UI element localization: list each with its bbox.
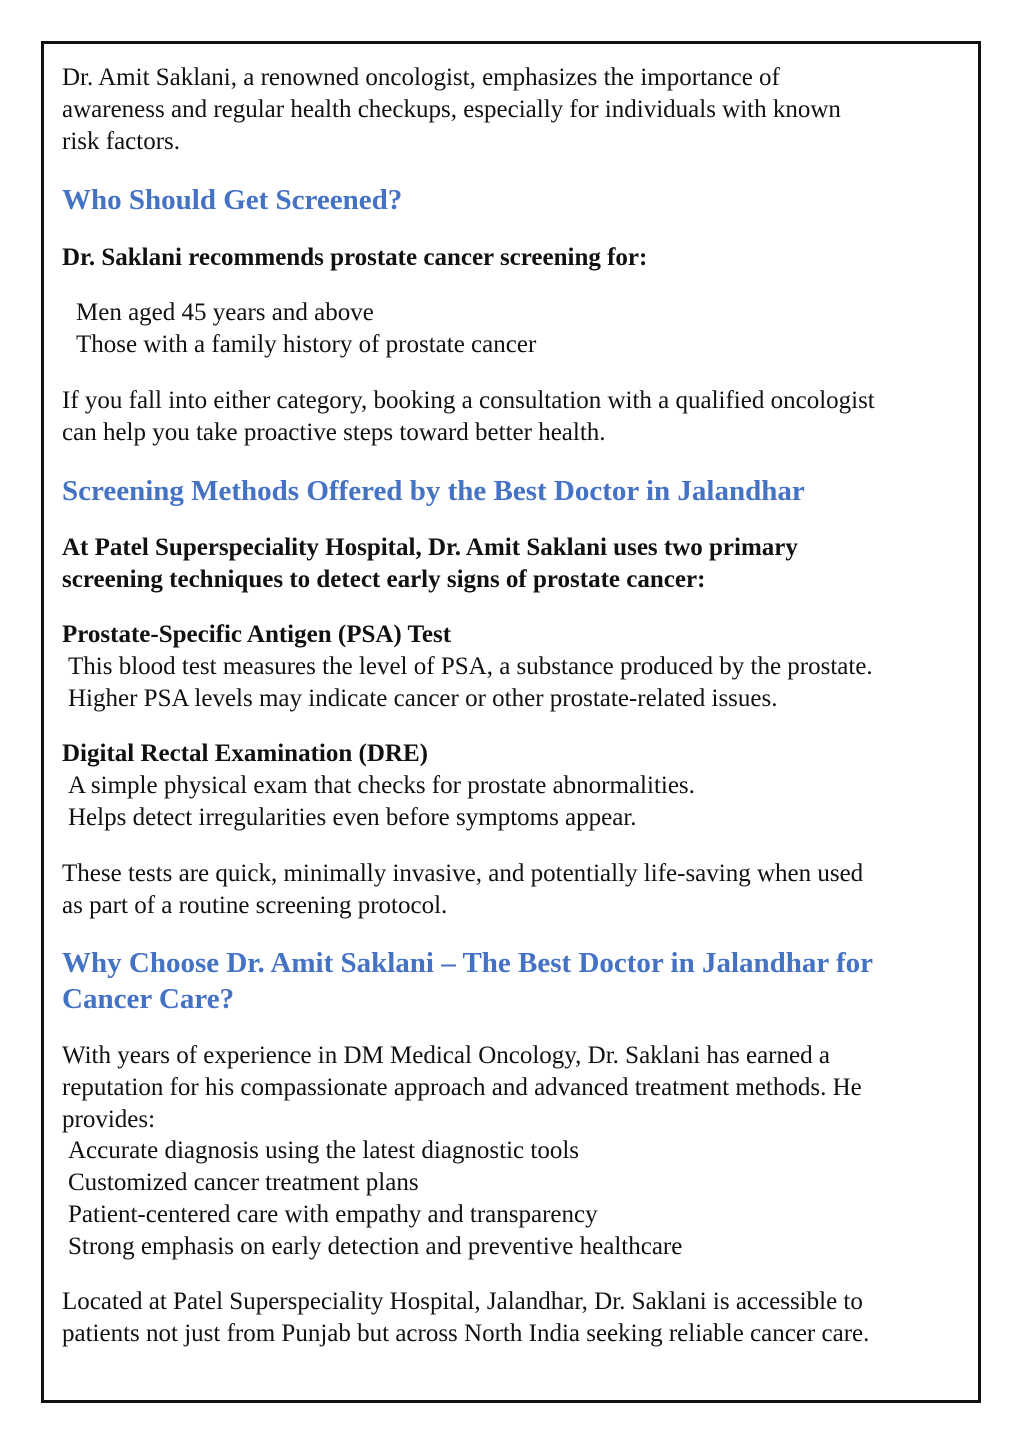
who-list-item: Men aged 45 years and above <box>76 299 374 326</box>
closing-line: Located at Patel Superspeciality Hospital, Jalandhar, Dr. Saklani is accessible to <box>62 1288 863 1315</box>
heading-why-choose: Cancer Care? <box>62 983 235 1015</box>
why-list-item: Patient-centered care with empathy and transparency <box>68 1201 598 1228</box>
who-paragraph-line: can help you take proactive steps toward better health. <box>62 419 606 446</box>
intro-line: risk factors. <box>62 128 181 155</box>
why-paragraph-line: With years of experience in DM Medical Oncology, Dr. Saklani has earned a <box>62 1042 830 1069</box>
psa-line: Higher PSA levels may indicate cancer or other prostate-related issues. <box>68 685 778 712</box>
intro-line: awareness and regular health checkups, especially for individuals with known <box>62 96 841 123</box>
why-list-item: Strong emphasis on early detection and preventive healthcare <box>68 1233 683 1260</box>
why-paragraph-line: provides: <box>62 1106 156 1133</box>
who-paragraph-line: If you fall into either category, booking a consultation with a qualified oncologist <box>62 387 875 414</box>
methods-lead-line: At Patel Superspeciality Hospital, Dr. Amit Saklani uses two primary <box>62 534 798 561</box>
why-list-item: Accurate diagnosis using the latest diagnostic tools <box>68 1137 580 1164</box>
who-lead: Dr. Saklani recommends prostate cancer screening for: <box>62 244 648 271</box>
methods-paragraph-line: These tests are quick, minimally invasive, and potentially life-saving when used <box>62 860 864 887</box>
heading-who-should-get-screened: Who Should Get Screened? <box>62 184 403 216</box>
methods-paragraph-line: as part of a routine screening protocol. <box>62 892 448 919</box>
why-paragraph-line: reputation for his compassionate approach and advanced treatment methods. He <box>62 1074 862 1101</box>
methods-lead-line: screening techniques to detect early signs of prostate cancer: <box>62 566 706 593</box>
who-list-item: Those with a family history of prostate cancer <box>76 331 537 358</box>
why-list-item: Customized cancer treatment plans <box>68 1169 419 1196</box>
psa-title: Prostate-Specific Antigen (PSA) Test <box>62 621 452 648</box>
intro-line: Dr. Amit Saklani, a renowned oncologist, emphasizes the importance of <box>62 64 780 91</box>
closing-line: patients not just from Punjab but across North India seeking reliable cancer care. <box>62 1320 870 1347</box>
dre-line: Helps detect irregularities even before symptoms appear. <box>68 804 637 831</box>
heading-screening-methods: Screening Methods Offered by the Best Doctor in Jalandhar <box>62 475 805 507</box>
dre-line: A simple physical exam that checks for prostate abnormalities. <box>68 772 695 799</box>
heading-why-choose: Why Choose Dr. Amit Saklani – The Best Doctor in Jalandhar for <box>62 947 874 979</box>
dre-title: Digital Rectal Examination (DRE) <box>62 740 428 767</box>
psa-line: This blood test measures the level of PSA, a substance produced by the prostate. <box>68 653 873 680</box>
